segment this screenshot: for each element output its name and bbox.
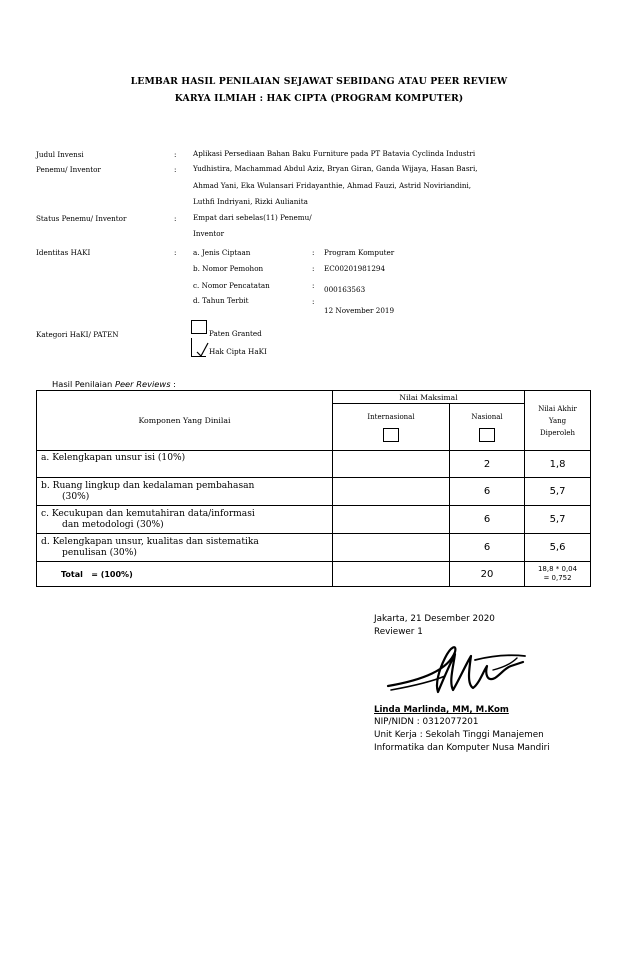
row-d-line2: penulisan (30%) (62, 547, 137, 558)
col-nilai-akhir (525, 391, 591, 451)
table-row (37, 534, 591, 562)
reviewer-unit-line2: Informatika dan Komputer Nusa Mandiri (374, 743, 550, 753)
col-komponen: Komponen Yang Dinilai (37, 391, 333, 451)
identitas-pencatatan-value: 000163563 (324, 285, 366, 294)
review-heading-em: Peer Reviews (114, 379, 171, 389)
review-heading-suffix: : (173, 379, 176, 389)
document-title-line1: LEMBAR HASIL PENILAIAN SEJAWAT SEBIDANG ATAU PEER REVIEW (130, 76, 508, 87)
table-row-total (37, 562, 591, 587)
row-c-internasional (333, 506, 450, 534)
identitas-pemohon-value: EC00201981294 (324, 264, 386, 273)
row-d-label (37, 534, 333, 562)
col-internasional-label: Internasional (367, 412, 415, 421)
total-internasional (333, 562, 450, 587)
row-d-akhir: 5,6 (525, 534, 591, 562)
row-c-line2: dan metodologi (30%) (62, 519, 164, 530)
penemu-line-2: Ahmad Yani, Eka Wulansari Fridayanthie, Ahmad Fauzi, Astrid Noviriandini, (193, 181, 472, 190)
identitas-jenis-colon: : (312, 248, 315, 257)
table-row (37, 478, 591, 506)
total-akhir-line1: 18,8 * 0,04 (537, 565, 578, 573)
row-c-akhir: 5,7 (525, 506, 591, 534)
col-akhir-line3: Diperoleh (540, 428, 575, 437)
penemu-line-1: Yudhistira, Machammad Abdul Aziz, Bryan Giran, Ganda Wijaya, Hasan Basri, (193, 164, 478, 173)
col-nasional-label: Nasional (471, 412, 503, 421)
reviewer-role: Reviewer 1 (374, 627, 423, 637)
judul-label: Judul Invensi (36, 150, 84, 159)
row-a-line1: a. Kelengkapan unsur isi (10%) (41, 453, 186, 463)
place-date: Jakarta, 21 Desember 2020 (374, 614, 495, 624)
identitas-pencatatan-colon: : (312, 281, 315, 290)
identitas-jenis-label: a. Jenis Ciptaan (193, 248, 251, 257)
status-label: Status Penemu/ Inventor (36, 214, 127, 223)
penemu-colon: : (174, 165, 177, 174)
identitas-pemohon-colon: : (312, 264, 315, 273)
paten-granted-checkbox[interactable] (191, 320, 207, 334)
document-title-line2: KARYA ILMIAH : HAK CIPTA (PROGRAM KOMPUTER) (174, 93, 464, 104)
review-heading (52, 379, 176, 389)
row-b-internasional (333, 478, 450, 506)
row-b-akhir: 5,7 (525, 478, 591, 506)
total-label: Total = (100%) (37, 562, 333, 587)
penemu-label: Penemu/ Inventor (36, 165, 101, 174)
col-nasional (450, 404, 525, 451)
identitas-tahun-value: 12 November 2019 (324, 306, 395, 315)
col-nilai-maksimal: Nilai Maksimal (333, 391, 525, 404)
status-value-line2: Inventor (193, 229, 225, 238)
status-value-line1: Empat dari sebelas(11) Penemu/ (193, 213, 312, 222)
reviewer-name: Linda Marlinda, MM, M.Kom (374, 705, 509, 715)
row-a-internasional (333, 451, 450, 478)
row-b-line1: b. Ruang lingkup dan kedalaman pembahasan (41, 480, 255, 491)
identitas-jenis-value: Program Komputer (324, 248, 395, 257)
row-a-akhir: 1,8 (525, 451, 591, 478)
identitas-tahun-colon: : (312, 297, 315, 306)
reviewer-unit-line1: Unit Kerja : Sekolah Tinggi Manajemen (374, 730, 544, 740)
identitas-pencatatan-label: c. Nomor Pencatatan (193, 281, 270, 290)
judul-value: Aplikasi Persediaan Bahan Baku Furniture pada PT Batavia Cyclinda Industri (193, 149, 476, 158)
row-d-nasional: 6 (450, 534, 525, 562)
row-c-nasional: 6 (450, 506, 525, 534)
paten-granted-label: Paten Granted (209, 329, 262, 338)
col-internasional (333, 404, 450, 451)
table-row (37, 451, 591, 478)
penemu-line-3: Luthfi Indriyani, Rizki Aulianita (193, 197, 308, 206)
kategori-label: Kategori HaKI/ PATEN (36, 330, 119, 339)
row-b-nasional: 6 (450, 478, 525, 506)
internasional-checkbox[interactable] (383, 428, 399, 442)
status-colon: : (174, 214, 177, 223)
row-b-label (37, 478, 333, 506)
review-heading-prefix: Hasil Penilaian (52, 379, 113, 389)
total-nasional: 20 (450, 562, 525, 587)
identitas-label: Identitas HAKI (36, 248, 91, 257)
row-b-line2: (30%) (62, 491, 90, 502)
hak-cipta-label: Hak Cipta HaKI (209, 347, 267, 356)
total-akhir (525, 562, 591, 587)
review-table (36, 390, 591, 587)
col-akhir-line1: Nilai Akhir (538, 404, 577, 413)
row-c-label (37, 506, 333, 534)
identitas-tahun-label: d. Tahun Terbit (193, 296, 249, 305)
reviewer-nip: NIP/NIDN : 0312077201 (374, 717, 479, 727)
row-d-line1: d. Kelengkapan unsur, kualitas dan sistematika (41, 536, 259, 547)
identitas-pemohon-label: b. Nomor Pemohon (193, 264, 264, 273)
row-c-line1: c. Kecukupan dan kemutahiran data/informasi (41, 508, 255, 519)
identitas-colon: : (174, 248, 177, 257)
row-a-nasional: 2 (450, 451, 525, 478)
checkmark-icon (196, 342, 210, 358)
judul-colon: : (174, 150, 177, 159)
table-row (37, 506, 591, 534)
signature-image (383, 640, 533, 702)
nasional-checkbox[interactable] (479, 428, 495, 442)
col-akhir-line2: Yang (548, 416, 567, 425)
row-d-internasional (333, 534, 450, 562)
row-a-label (37, 451, 333, 478)
total-akhir-line2: = 0,752 (543, 574, 572, 582)
